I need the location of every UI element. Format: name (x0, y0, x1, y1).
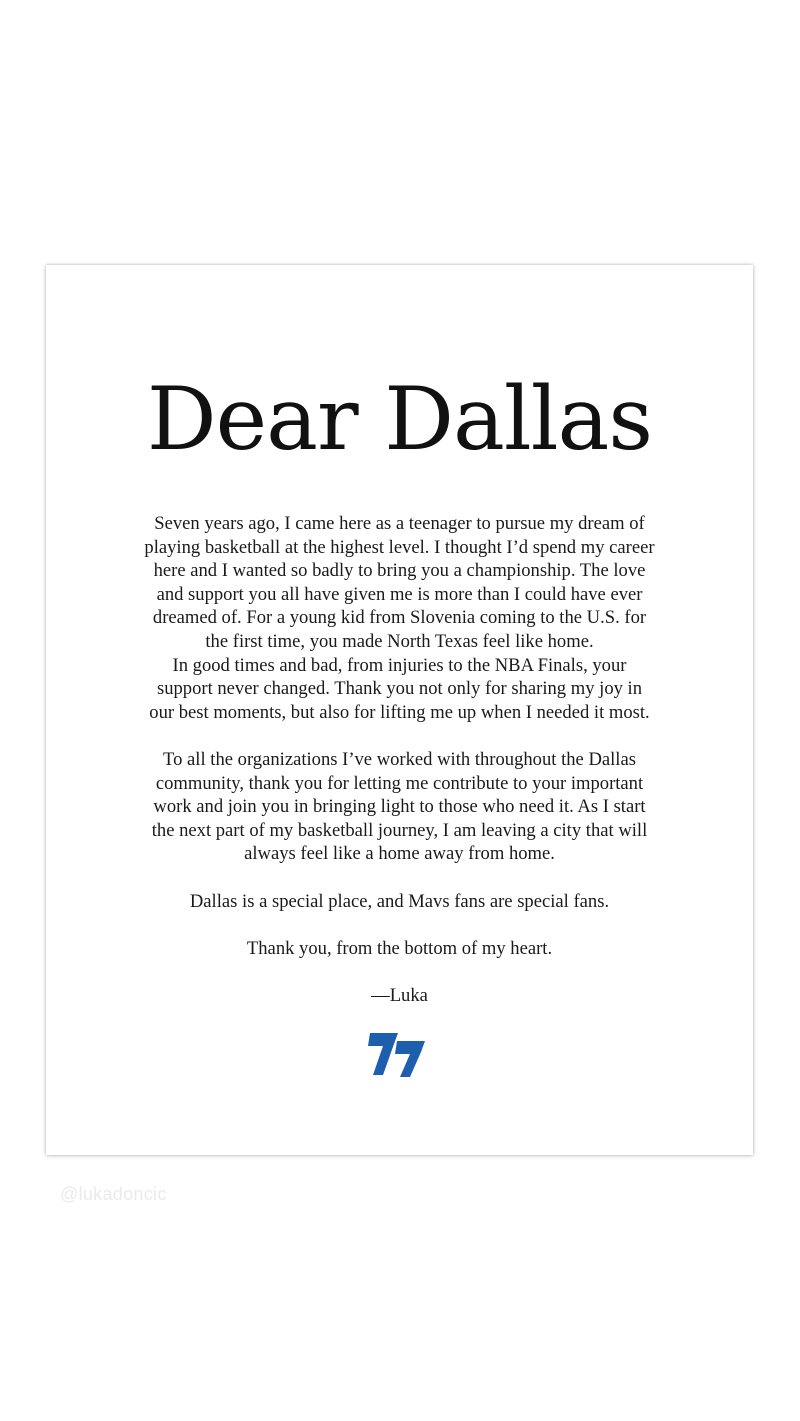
letter-line: always feel like a home away from home. (244, 843, 555, 865)
letter-line: the first time, you made North Texas feel like home. (205, 630, 594, 652)
letter-body (86, 512, 713, 1007)
letter-card (46, 265, 753, 1155)
letter-line: Thank you, from the bottom of my heart. (246, 937, 553, 959)
letter-title: Dear Dallas (146, 368, 653, 470)
logo-seven-right (395, 1041, 425, 1077)
logo-seven-left (368, 1033, 398, 1075)
letter-line: dreamed of. For a young kid from Slovenia coming to the U.S. for (152, 607, 647, 629)
paragraph-spacer (86, 724, 713, 748)
letter-line: our best moments, but also for lifting me up when I needed it most. (149, 701, 650, 723)
letter-line: work and join you in bringing light to those who need it. As I start (153, 796, 646, 818)
letter-line: community, thank you for letting me contribute to your important (155, 772, 644, 794)
letter-line: the next part of my basketball journey, I am leaving a city that will (151, 819, 648, 841)
letter-line: In good times and bad, from injuries to the NBA Finals, your (172, 654, 627, 676)
username-watermark: @lukadoncic (60, 1184, 167, 1204)
paragraph-spacer (86, 866, 713, 890)
letter-line: and support you all have given me is more than I could have ever (156, 583, 643, 605)
paragraph-spacer (86, 913, 713, 937)
letter-line: Dallas is a special place, and Mavs fans are special fans. (189, 890, 610, 912)
letter-line: To all the organizations I’ve worked with throughout the Dallas (163, 748, 636, 770)
signature: —Luka (371, 984, 428, 1006)
luka-77-logo-icon (368, 1030, 426, 1078)
letter-line: here and I wanted so badly to bring you a championship. The love (153, 560, 646, 582)
letter-line: Seven years ago, I came here as a teenager to pursue my dream of (154, 513, 645, 534)
letter-line: playing basketball at the highest level. I thought I’d spend my career (144, 536, 655, 558)
letter-line: support never changed. Thank you not only for sharing my joy in (156, 678, 643, 700)
paragraph-spacer (86, 960, 713, 984)
